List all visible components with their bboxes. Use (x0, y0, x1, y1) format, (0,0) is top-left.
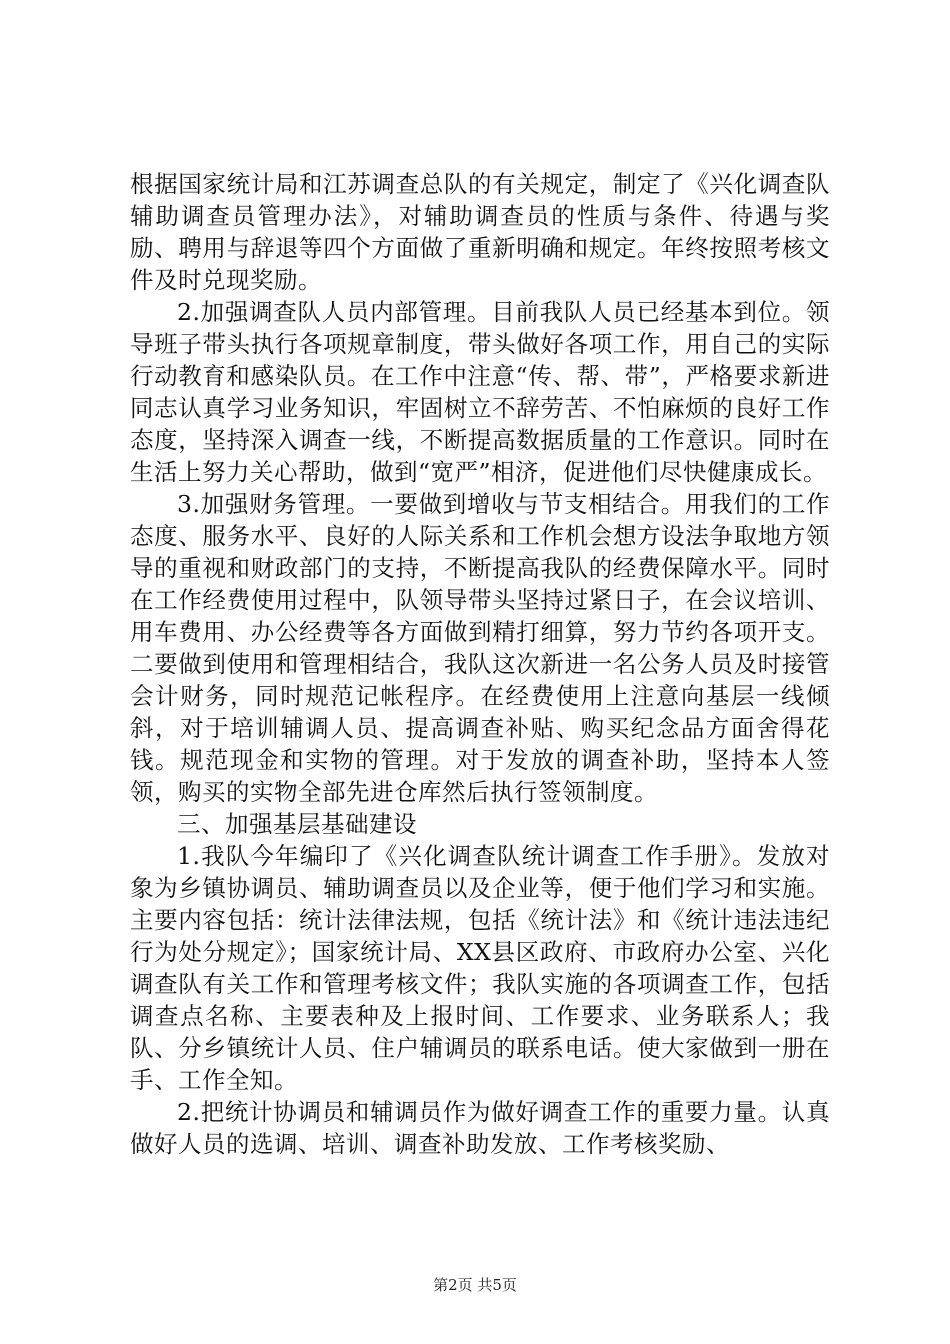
paragraph-financial-management: 3.加强财务管理。一要做到增收与节支相结合。用我们的工作态度、服务水平、良好的人际关系和工作机会想方设法争取地方领导的重视和财政部门的支持，不断提高我队的经费保障水平。同时在工作经费使用过程中，队领导带头坚持过紧日子，在会议培训、用车费用、办公经费等各方面做到精打细算，努力节约各项开支。二要做到使用和管理相结合，我队这次新进一名公务人员及时接管会计财务，同时规范记帐程序。在经费使用上注意向基层一线倾斜，对于培训辅调人员、提高调查补贴、购买纪念品方面舍得花钱。规范现金和实物的管理。对于发放的调查补助，坚持本人签领，购买的实物全部先进仓库然后执行签领制度。 (130, 490, 830, 806)
paragraph-staff-management: 2.加强调查队人员内部管理。目前我队人员已经基本到位。领导班子带头执行各项规章制度，带头做好各项工作，用自己的实际行动教育和感染队员。在工作中注意“传、帮、带”，严格要求新进同志认真学习业务知识，牢固树立不辞劳苦、不怕麻烦的良好工作态度，坚持深入调查一线，不断提高数据质量的工作意识。同时在生活上努力关心帮助，做到“宽严”相济，促进他们尽快健康成长。 (130, 298, 830, 486)
document-body (130, 168, 830, 1160)
paragraph-work-manual: 1.我队今年编印了《兴化调查队统计调查工作手册》。发放对象为乡镇协调员、辅助调查员以及企业等，便于他们学习和实施。主要内容包括：统计法律法规，包括《统计法》和《统计违法违纪行为处分规定》；国家统计局、XX县区政府、市政府办公室、兴化调查队有关工作和管理考核文件；我队实施的各项调查工作，包括调查点名称、主要表种及上报时间、工作要求、业务联系人；我队、分乡镇统计人员、住户辅调员的联系电话。使大家做到一册在手、工作全知。 (130, 842, 830, 1094)
paragraph-coordinators: 2.把统计协调员和辅调员作为做好调查工作的重要力量。认真做好人员的选调、培训、调查补助发放、工作考核奖励、 (130, 1098, 830, 1158)
paragraph-continuation: 根据国家统计局和江苏调查总队的有关规定，制定了《兴化调查队辅助调查员管理办法》，对辅助调查员的性质与条件、待遇与奖励、聘用与辞退等四个方面做了重新明确和规定。年终按照考核文件及时兑现奖励。 (130, 170, 830, 294)
section-heading: 三、加强基层基础建设 (177, 810, 417, 838)
page-number-footer: 第2页 共5页 (433, 1276, 517, 1294)
